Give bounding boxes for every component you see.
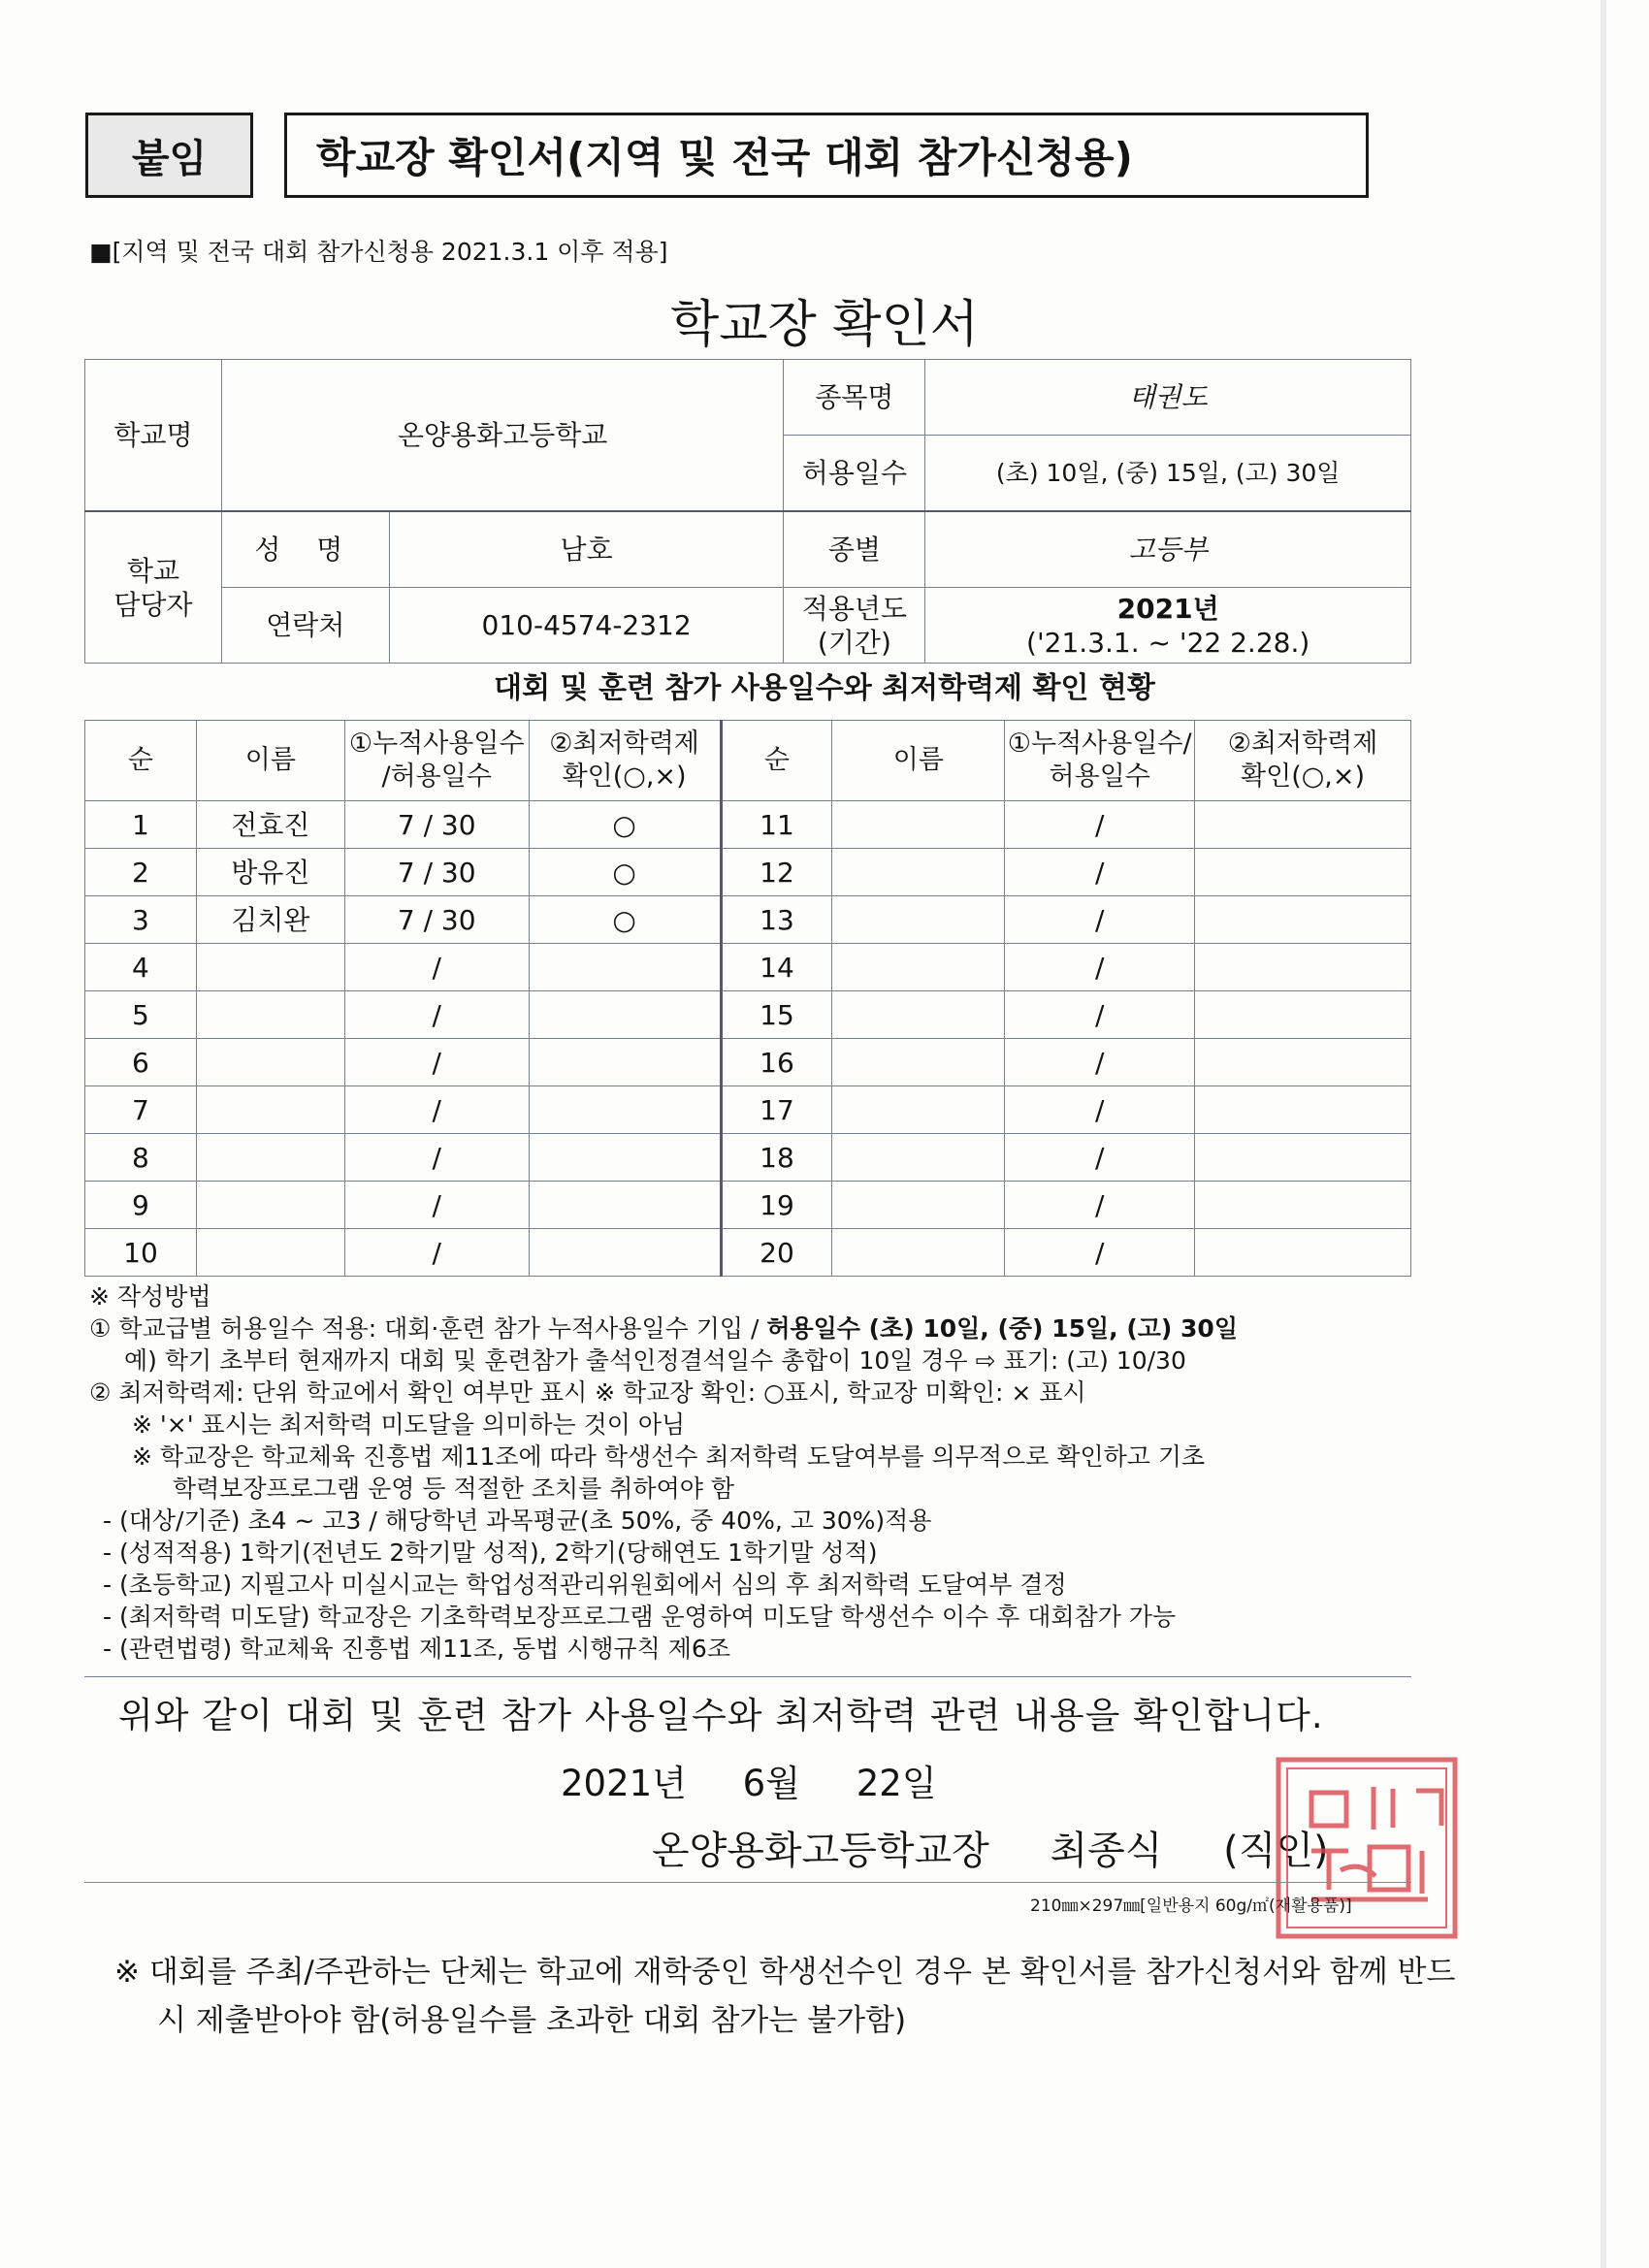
row-number: 20 xyxy=(721,1229,832,1277)
row-number: 2 xyxy=(85,849,197,896)
academic-check xyxy=(529,1182,721,1229)
days-used: / xyxy=(1005,801,1195,849)
method-example: 예) 학기 초부터 현재까지 대회 및 훈련참가 출석인정결석일수 총합이 10일 경우 ⇨ 표기: (고) 10/30 xyxy=(124,1346,1186,1375)
method-item-1-bold: 허용일수 (초) 10일, (중) 15일, (고) 30일 xyxy=(766,1314,1238,1343)
student-name: 전효진 xyxy=(196,801,344,849)
method-note-2-cont: 학력보장프로그램 운영 등 적절한 조치를 취하여야 함 xyxy=(173,1474,734,1503)
days-used: / xyxy=(344,1086,529,1134)
submission-footnote xyxy=(114,1948,1511,2045)
student-name xyxy=(832,1134,1005,1182)
table-row xyxy=(85,801,1411,849)
table-row xyxy=(85,1182,1411,1229)
paper-spec: 210㎜×297㎜[일반용지 60g/㎡(재활용품)] xyxy=(1030,1896,1352,1916)
student-name xyxy=(832,896,1005,944)
col-check: ②최저학력제 확인(○,×) xyxy=(529,721,721,801)
days-used: / xyxy=(1005,1229,1195,1277)
contact-label: 학교 담당자 xyxy=(85,511,222,664)
signer-school: 온양용화고등학교장 xyxy=(652,1829,989,1873)
method-dash-5: - (관련법령) 학교체육 진흥법 제11조, 동법 시행규칙 제6조 xyxy=(103,1635,730,1663)
days-used: / xyxy=(1005,991,1195,1039)
table-row xyxy=(85,896,1411,944)
academic-check xyxy=(529,991,721,1039)
date-day: 22일 xyxy=(856,1763,937,1804)
document-title: 학교장 확인서(지역 및 전국 대회 참가신청용) xyxy=(284,113,1369,198)
academic-check xyxy=(1195,896,1411,944)
row-number: 5 xyxy=(85,991,197,1039)
divider xyxy=(84,1676,1411,1677)
academic-check xyxy=(529,1134,721,1182)
days-used: / xyxy=(1005,1039,1195,1086)
row-number: 1 xyxy=(85,801,197,849)
table-row xyxy=(85,1229,1411,1277)
academic-check xyxy=(529,1086,721,1134)
table-row xyxy=(85,944,1411,991)
row-number: 19 xyxy=(721,1182,832,1229)
col-days: ①누적사용일수 /허용일수 xyxy=(344,721,529,801)
col-no: 순 xyxy=(721,721,832,801)
days-used: / xyxy=(344,1182,529,1229)
student-name xyxy=(196,1182,344,1229)
issue-date xyxy=(561,1754,937,1806)
days-used: / xyxy=(1005,896,1195,944)
row-number: 4 xyxy=(85,944,197,991)
academic-check xyxy=(1195,1086,1411,1134)
row-number: 13 xyxy=(721,896,832,944)
row-number: 8 xyxy=(85,1134,197,1182)
student-name xyxy=(832,1229,1005,1277)
row-number: 12 xyxy=(721,849,832,896)
days-used: / xyxy=(1005,1086,1195,1134)
method-note-2: ※ 학교장은 학교체육 진흥법 제11조에 따라 학생선수 최저학력 도달여부를 의무적으로 확인하고 기초 xyxy=(132,1442,1206,1471)
academic-check: ○ xyxy=(529,896,721,944)
student-name xyxy=(196,944,344,991)
row-number: 7 xyxy=(85,1086,197,1134)
main-title: 학교장 확인서 xyxy=(670,296,979,354)
row-number: 15 xyxy=(721,991,832,1039)
writing-method xyxy=(89,1280,1447,1665)
days-used: / xyxy=(344,1134,529,1182)
table-row xyxy=(85,1134,1411,1182)
student-name xyxy=(832,801,1005,849)
signer-name: 최종식 xyxy=(1050,1829,1163,1873)
phone-value: 010-4574-2312 xyxy=(389,588,784,664)
row-number: 3 xyxy=(85,896,197,944)
student-name xyxy=(196,1086,344,1134)
days-used: 7 / 30 xyxy=(344,801,529,849)
col-name: 이름 xyxy=(196,721,344,801)
division-label: 종별 xyxy=(784,511,925,588)
student-name xyxy=(832,1039,1005,1086)
row-number: 11 xyxy=(721,801,832,849)
row-number: 16 xyxy=(721,1039,832,1086)
divider xyxy=(84,1882,1411,1883)
sport-value: 태권도 xyxy=(925,360,1411,436)
row-number: 18 xyxy=(721,1134,832,1182)
signer-seal-text: (직인) xyxy=(1223,1829,1329,1873)
student-name xyxy=(196,1039,344,1086)
days-used: / xyxy=(344,1229,529,1277)
section-title: 대회 및 훈련 참가 사용일수와 최저학력제 확인 현황 xyxy=(494,671,1155,705)
row-number: 10 xyxy=(85,1229,197,1277)
date-year: 2021년 xyxy=(561,1763,687,1804)
academic-check xyxy=(1195,991,1411,1039)
student-name xyxy=(196,991,344,1039)
method-item-1 xyxy=(89,1312,1447,1345)
method-item-1-text: ① 학교급별 허용일수 적용: 대회·훈련 참가 누적사용일수 기입 / xyxy=(89,1314,767,1343)
roster-table xyxy=(84,720,1411,1277)
period-value: ('21.3.1. ~ '22 2.28.) xyxy=(1026,626,1310,659)
info-table xyxy=(84,359,1411,664)
method-item-2: ② 최저학력제: 단위 학교에서 확인 여부만 표시 ※ 학교장 확인: ○표시, 학교장 미확인: × 표시 xyxy=(89,1378,1086,1407)
footnote-line-1: ※ 대회를 주최/주관하는 단체는 학교에 재학중인 학생선수인 경우 본 확인서를 참가신청서와 함께 반드 xyxy=(114,1955,1456,1990)
division-value: 고등부 xyxy=(925,511,1411,588)
table-row xyxy=(85,1086,1411,1134)
student-name: 방유진 xyxy=(196,849,344,896)
academic-check xyxy=(529,1039,721,1086)
method-note-1: ※ '×' 표시는 최저학력 미도달을 의미하는 것이 아님 xyxy=(132,1410,686,1439)
academic-check xyxy=(1195,1134,1411,1182)
academic-check xyxy=(1195,944,1411,991)
year-value: 2021년 xyxy=(1116,592,1219,625)
date-month: 6월 xyxy=(742,1763,800,1804)
allowed-label: 허용일수 xyxy=(784,436,925,512)
days-used: / xyxy=(344,1039,529,1086)
academic-check xyxy=(1195,801,1411,849)
student-name xyxy=(832,849,1005,896)
col-no: 순 xyxy=(85,721,197,801)
school-name: 온양용화고등학교 xyxy=(221,360,784,512)
days-used: / xyxy=(344,944,529,991)
method-heading: ※ 작성방법 xyxy=(89,1282,211,1311)
academic-check: ○ xyxy=(529,849,721,896)
allowed-days: (초) 10일, (중) 15일, (고) 30일 xyxy=(925,436,1411,512)
days-used: / xyxy=(1005,1134,1195,1182)
method-dash-2: - (성적적용) 1학기(전년도 2학기말 성적), 2학기(당해연도 1학기말 성적) xyxy=(103,1539,878,1567)
days-used: / xyxy=(344,991,529,1039)
year-cell xyxy=(925,588,1411,664)
attachment-tag: 붙임 xyxy=(85,113,253,198)
days-used: / xyxy=(1005,1182,1195,1229)
academic-check xyxy=(529,1229,721,1277)
col-days: ①누적사용일수/ 허용일수 xyxy=(1005,721,1195,801)
student-name xyxy=(832,1086,1005,1134)
method-dash-3: - (초등학교) 지필고사 미실시교는 학업성적관리위원회에서 심의 후 최저학력 도달여부 결정 xyxy=(103,1571,1067,1599)
student-name: 김치완 xyxy=(196,896,344,944)
days-used: / xyxy=(1005,944,1195,991)
phone-label: 연락처 xyxy=(221,588,389,664)
student-name xyxy=(832,944,1005,991)
application-note: ■[지역 및 전국 대회 참가신청용 2021.3.1 이후 적용] xyxy=(89,238,668,266)
academic-check xyxy=(1195,1039,1411,1086)
table-row xyxy=(85,991,1411,1039)
col-check: ②최저학력제 확인(○,×) xyxy=(1195,721,1411,801)
academic-check xyxy=(529,944,721,991)
school-label: 학교명 xyxy=(85,360,222,512)
method-dash-4: - (최저학력 미도달) 학교장은 기초학력보장프로그램 운영하여 미도달 학생선수 이수 후 대회참가 가능 xyxy=(103,1603,1177,1631)
confirmation-statement: 위와 같이 대회 및 훈련 참가 사용일수와 최저학력 관련 내용을 확인합니다. xyxy=(118,1695,1324,1736)
academic-check xyxy=(1195,1229,1411,1277)
student-name xyxy=(832,991,1005,1039)
days-used: 7 / 30 xyxy=(344,849,529,896)
row-number: 9 xyxy=(85,1182,197,1229)
table-row xyxy=(85,849,1411,896)
academic-check: ○ xyxy=(529,801,721,849)
row-number: 17 xyxy=(721,1086,832,1134)
method-dash-1: - (대상/기준) 초4 ~ 고3 / 해당학년 과목평균(초 50%, 중 40%, 고 30%)적용 xyxy=(103,1507,932,1535)
signer xyxy=(652,1820,1329,1875)
year-label: 적용년도 (기간) xyxy=(784,588,925,664)
academic-check xyxy=(1195,1182,1411,1229)
academic-check xyxy=(1195,849,1411,896)
days-used: 7 / 30 xyxy=(344,896,529,944)
table-row xyxy=(85,1039,1411,1086)
sport-label: 종목명 xyxy=(784,360,925,436)
row-number: 6 xyxy=(85,1039,197,1086)
days-used: / xyxy=(1005,849,1195,896)
row-number: 14 xyxy=(721,944,832,991)
student-name xyxy=(196,1134,344,1182)
col-name: 이름 xyxy=(832,721,1005,801)
contact-name: 남호 xyxy=(389,511,784,588)
student-name xyxy=(196,1229,344,1277)
footnote-line-2: 시 제출받아야 함(허용일수를 초과한 대회 참가는 불가함) xyxy=(157,2003,907,2038)
name-label: 성 명 xyxy=(221,511,389,588)
student-name xyxy=(832,1182,1005,1229)
